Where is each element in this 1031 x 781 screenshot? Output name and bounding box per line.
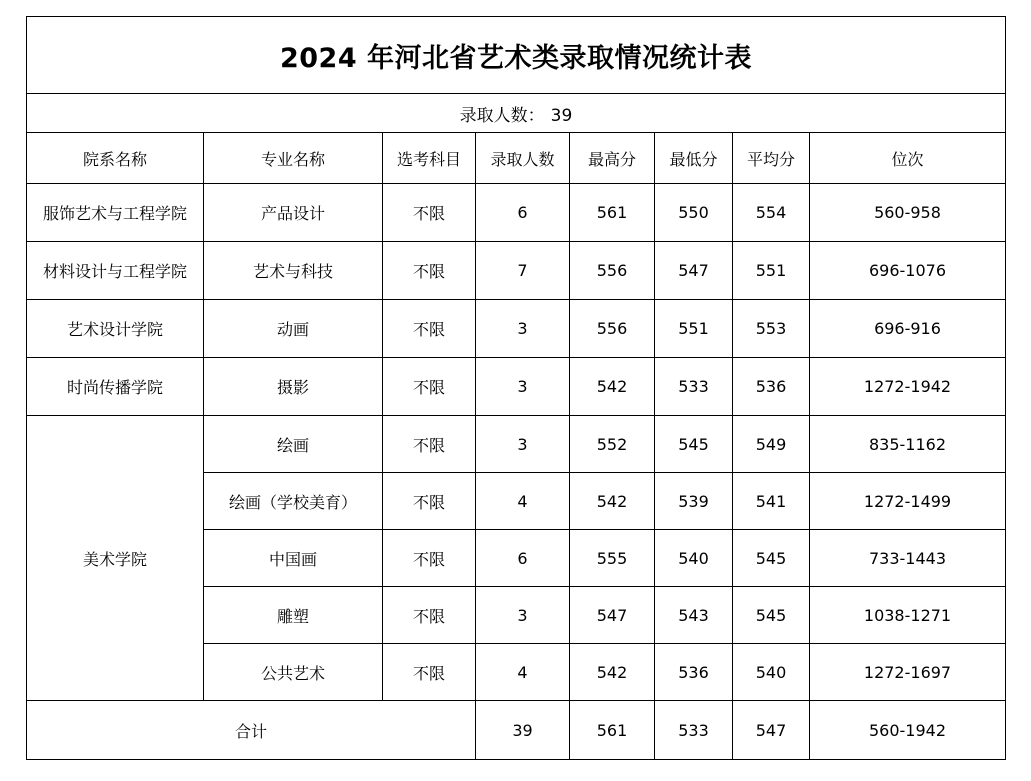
rank-cell: 1272-1499: [810, 473, 1006, 530]
summary-value: 39: [550, 105, 573, 126]
min-score-cell: 545: [655, 416, 733, 473]
min-score-cell: 550: [655, 184, 733, 242]
header-subject: 选考科目: [383, 133, 476, 184]
admission-statistics-sheet: [26, 16, 1006, 760]
max-score-cell: 552: [570, 416, 655, 473]
major-cell: 动画: [204, 300, 383, 358]
table-row: [27, 242, 1006, 300]
subject-cell: 不限: [383, 587, 476, 644]
count-cell: 4: [476, 644, 570, 701]
avg-score-cell: 545: [733, 587, 810, 644]
avg-score-cell: 554: [733, 184, 810, 242]
subject-cell: 不限: [383, 358, 476, 416]
header-row: [27, 133, 1006, 184]
major-cell: 绘画: [204, 416, 383, 473]
subject-cell: 不限: [383, 530, 476, 587]
subject-cell: 不限: [383, 300, 476, 358]
max-score-cell: 547: [570, 587, 655, 644]
count-cell: 7: [476, 242, 570, 300]
admission-table: [26, 16, 1006, 760]
count-cell: 6: [476, 530, 570, 587]
rank-cell: 560-958: [810, 184, 1006, 242]
college-cell: 服饰艺术与工程学院: [27, 184, 204, 242]
subject-cell: 不限: [383, 473, 476, 530]
major-cell: 绘画（学校美育）: [204, 473, 383, 530]
total-label: 合计: [27, 701, 476, 760]
rank-cell: 835-1162: [810, 416, 1006, 473]
rank-cell: 1272-1942: [810, 358, 1006, 416]
rank-cell: 1272-1697: [810, 644, 1006, 701]
subject-cell: 不限: [383, 644, 476, 701]
major-cell: 公共艺术: [204, 644, 383, 701]
avg-score-cell: 551: [733, 242, 810, 300]
rank-cell: 733-1443: [810, 530, 1006, 587]
min-score-cell: 547: [655, 242, 733, 300]
rank-cell: 696-916: [810, 300, 1006, 358]
major-cell: 雕塑: [204, 587, 383, 644]
max-score-cell: 555: [570, 530, 655, 587]
max-score-cell: 561: [570, 184, 655, 242]
min-score-cell: 539: [655, 473, 733, 530]
count-cell: 4: [476, 473, 570, 530]
subject-cell: 不限: [383, 184, 476, 242]
subject-cell: 不限: [383, 416, 476, 473]
header-max-score: 最高分: [570, 133, 655, 184]
max-score-cell: 556: [570, 300, 655, 358]
total-rank: 560-1942: [810, 701, 1006, 760]
avg-score-cell: 549: [733, 416, 810, 473]
max-score-cell: 542: [570, 644, 655, 701]
count-cell: 6: [476, 184, 570, 242]
total-max-score: 561: [570, 701, 655, 760]
min-score-cell: 540: [655, 530, 733, 587]
avg-score-cell: 553: [733, 300, 810, 358]
avg-score-cell: 536: [733, 358, 810, 416]
rank-cell: 1038-1271: [810, 587, 1006, 644]
major-cell: 中国画: [204, 530, 383, 587]
table-title: 2024 年河北省艺术类录取情况统计表: [27, 17, 1006, 94]
rank-cell: 696-1076: [810, 242, 1006, 300]
count-cell: 3: [476, 300, 570, 358]
table-row: [27, 358, 1006, 416]
college-cell: 美术学院: [27, 416, 204, 701]
header-college: 院系名称: [27, 133, 204, 184]
header-major: 专业名称: [204, 133, 383, 184]
table-row: [27, 184, 1006, 242]
avg-score-cell: 541: [733, 473, 810, 530]
min-score-cell: 551: [655, 300, 733, 358]
min-score-cell: 536: [655, 644, 733, 701]
header-count: 录取人数: [476, 133, 570, 184]
max-score-cell: 542: [570, 473, 655, 530]
table-row: [27, 416, 1006, 473]
major-cell: 摄影: [204, 358, 383, 416]
avg-score-cell: 545: [733, 530, 810, 587]
summary-label: 录取人数：: [459, 105, 545, 126]
total-min-score: 533: [655, 701, 733, 760]
college-cell: 时尚传播学院: [27, 358, 204, 416]
header-avg-score: 平均分: [733, 133, 810, 184]
college-cell: 材料设计与工程学院: [27, 242, 204, 300]
total-row: [27, 701, 1006, 760]
min-score-cell: 533: [655, 358, 733, 416]
college-cell: 艺术设计学院: [27, 300, 204, 358]
count-cell: 3: [476, 358, 570, 416]
max-score-cell: 556: [570, 242, 655, 300]
table-row: [27, 300, 1006, 358]
total-avg-score: 547: [733, 701, 810, 760]
major-cell: 艺术与科技: [204, 242, 383, 300]
avg-score-cell: 540: [733, 644, 810, 701]
min-score-cell: 543: [655, 587, 733, 644]
header-min-score: 最低分: [655, 133, 733, 184]
count-cell: 3: [476, 416, 570, 473]
subject-cell: 不限: [383, 242, 476, 300]
count-cell: 3: [476, 587, 570, 644]
admission-total-summary: [27, 94, 1006, 133]
total-count: 39: [476, 701, 570, 760]
header-rank: 位次: [810, 133, 1006, 184]
max-score-cell: 542: [570, 358, 655, 416]
major-cell: 产品设计: [204, 184, 383, 242]
